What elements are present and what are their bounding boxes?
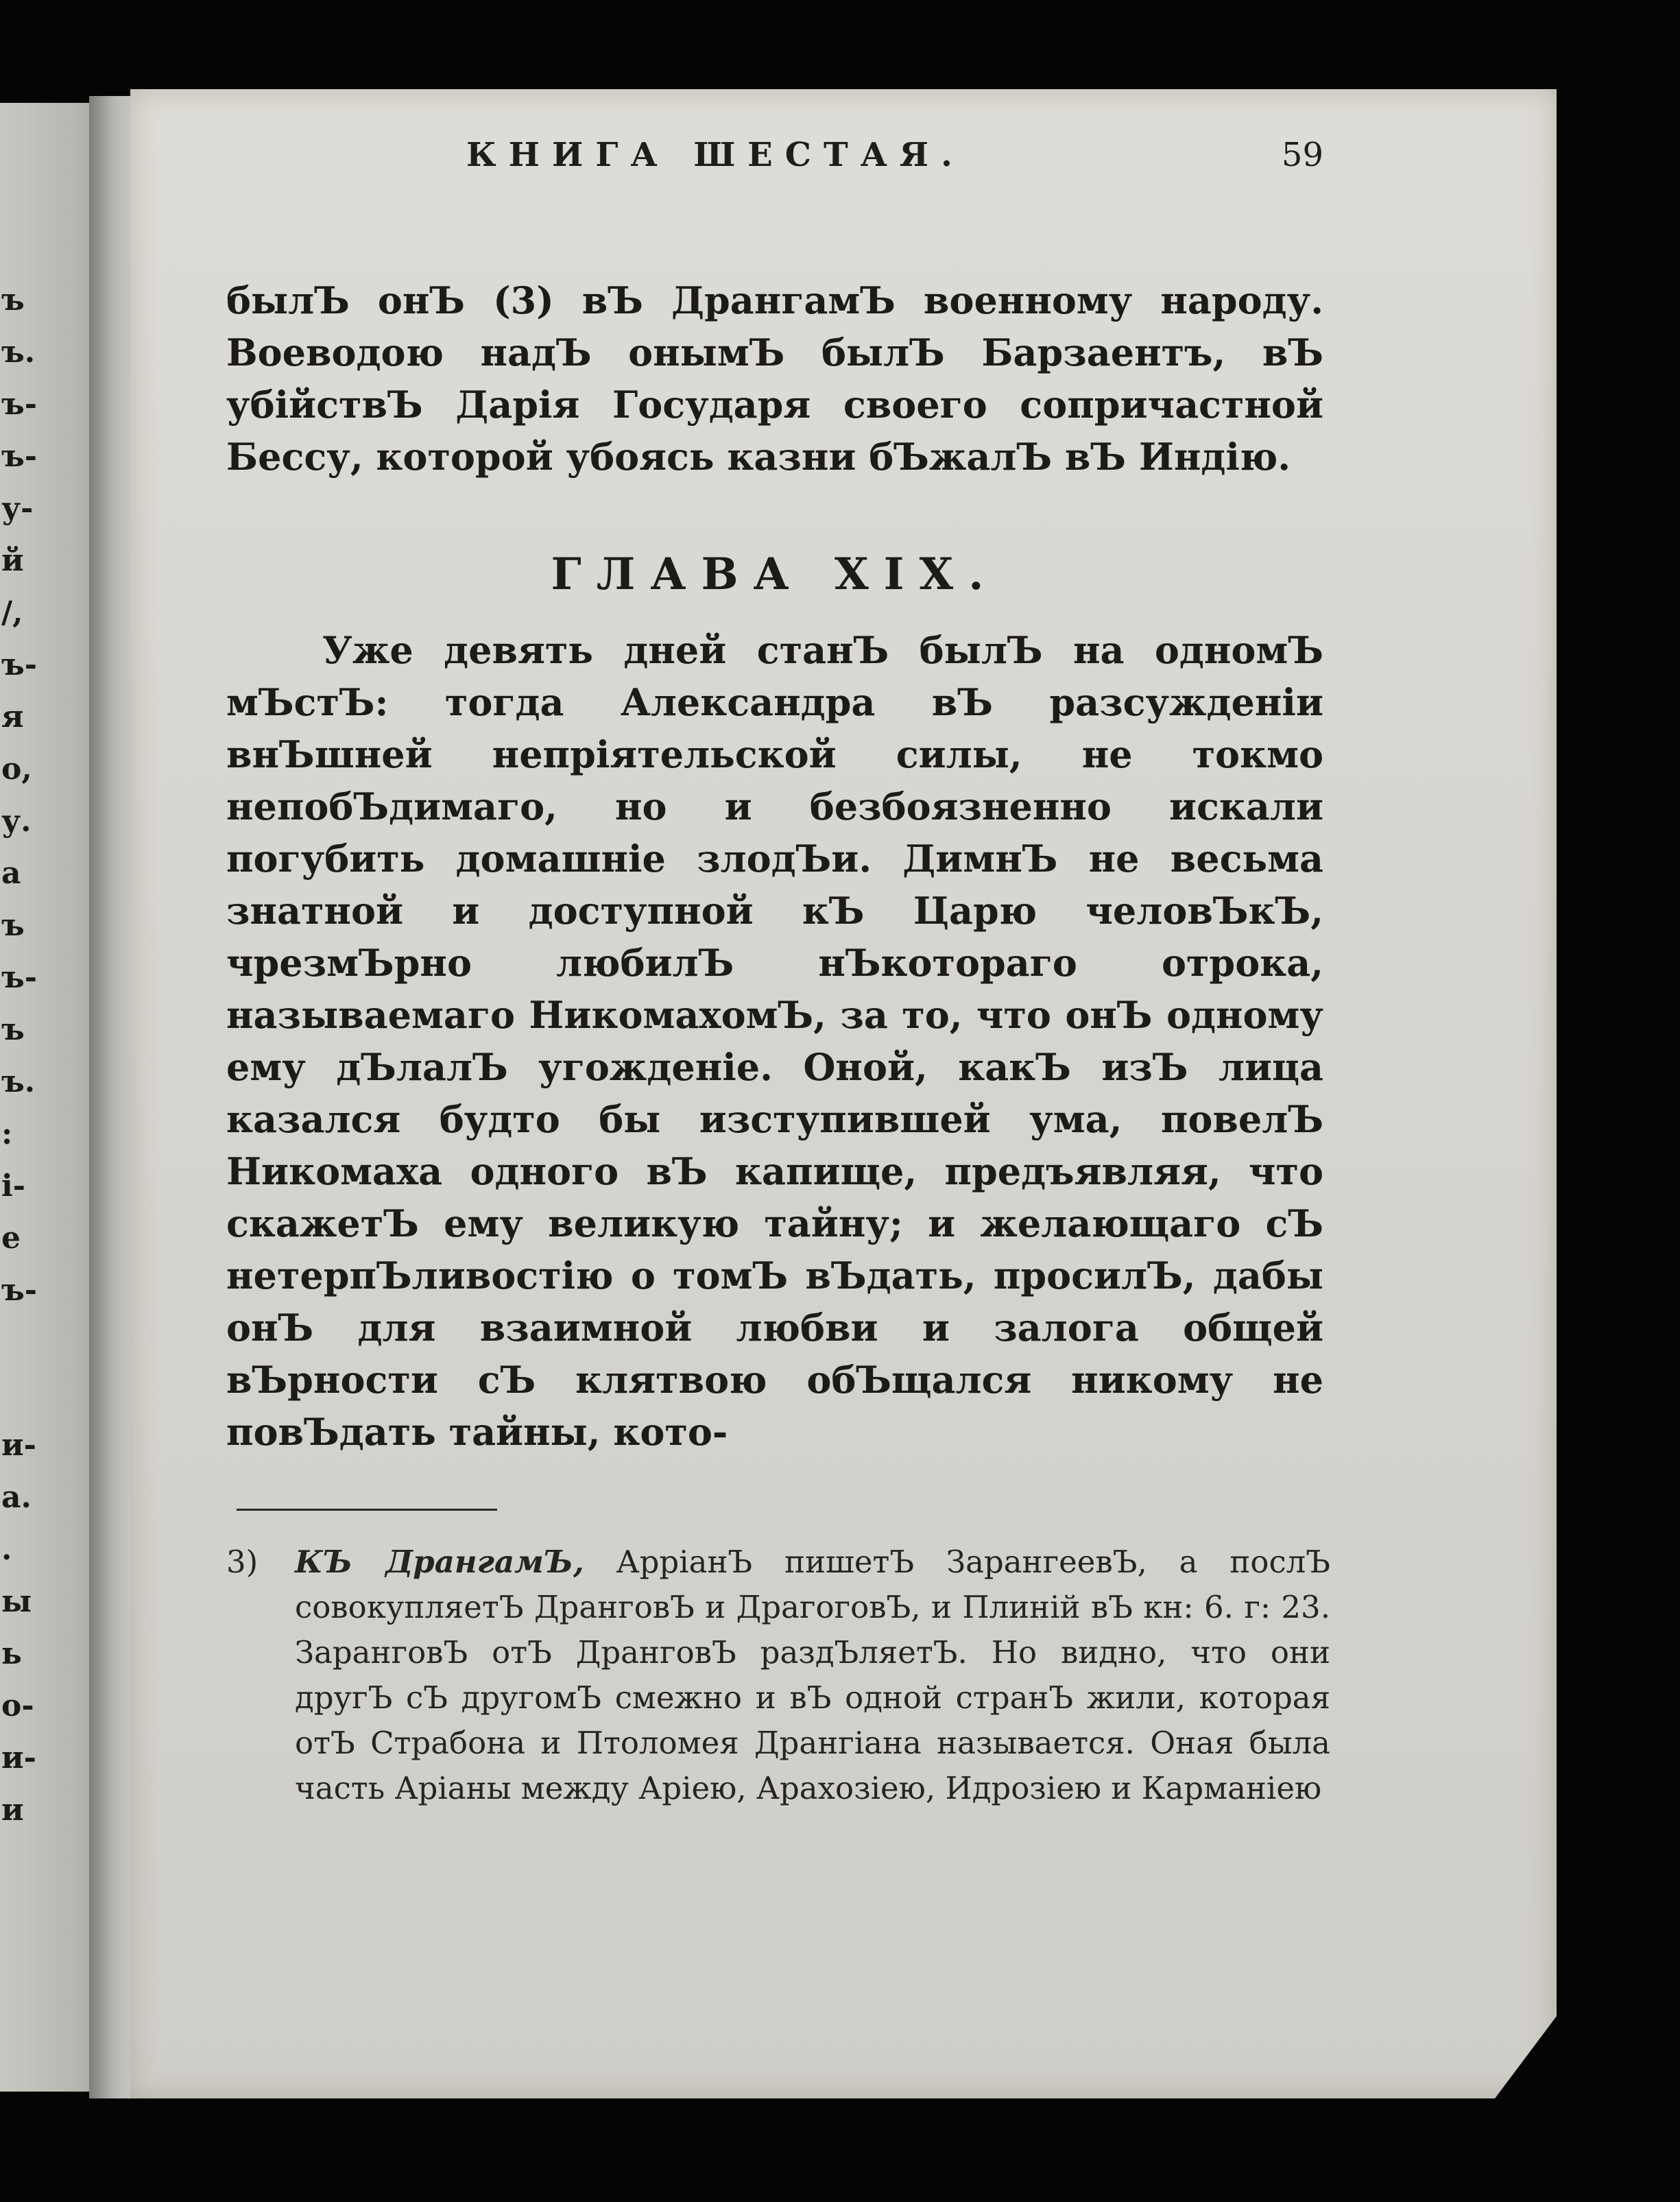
left-page-letters-lower bbox=[0, 1420, 36, 2092]
left-page-letter: а. bbox=[1, 1480, 32, 1515]
left-page-letter: ъ bbox=[1, 1012, 25, 1047]
left-page-letter: и- bbox=[1, 1740, 36, 1775]
left-page-letter: : bbox=[1, 1116, 13, 1151]
footnote-text: АрріанЪ пишетЪ ЗарангеевЪ, а послЪ совокупляетЪ ДранговЪ и ДрагоговЪ, и Плиній вЪ кн: 6. г: 23. ЗаранговЪ отЪ ДранговЪ раздЪляетЪ. Но видно, что они другЪ сЪ другомЪ смежно и вЪ одной странЪ жили, которая отЪ Страбона и Птоломея Дрангіана называется. Оная была часть Аріаны между Аріею, Арахозіею, Идрозіею и Карманіею bbox=[295, 1544, 1330, 1806]
footnote bbox=[226, 1540, 1330, 1811]
left-page-letter: и- bbox=[1, 1428, 36, 1463]
left-page-letter: ъ- bbox=[1, 960, 38, 995]
worn-corner bbox=[1495, 2016, 1557, 2098]
running-title: КНИГА ШЕСТАЯ. bbox=[466, 136, 965, 174]
left-page-letter: ъ. bbox=[1, 335, 36, 370]
left-page-letter: и bbox=[1, 1793, 24, 1828]
footnote-marker: 3) bbox=[226, 1544, 259, 1580]
page-header bbox=[336, 136, 1323, 191]
opening-paragraph-text: былЪ онЪ (3) вЪ ДрангамЪ военному народу. Воеводою надЪ онымЪ былЪ Барзаентъ, вЪ убійствЪ Дарія Государя своего сопричастной Бессу, которой убоясь казни бЪжалЪ вЪ Индію. bbox=[226, 278, 1323, 479]
footnote-rule bbox=[237, 1509, 497, 1511]
left-page-letter: ъ bbox=[1, 283, 25, 318]
left-page-letter: /, bbox=[1, 595, 23, 630]
footnote-lead: КЪ ДрангамЪ, bbox=[295, 1544, 584, 1580]
page-number: 59 bbox=[1281, 136, 1323, 174]
left-page-letter: ъ- bbox=[1, 387, 38, 422]
left-page-letter: й bbox=[1, 543, 24, 578]
left-page-letter: о, bbox=[1, 752, 32, 787]
left-page-letter: я bbox=[1, 699, 24, 734]
left-page-letter: а bbox=[1, 856, 21, 891]
left-page-letter: ъ bbox=[1, 908, 25, 943]
left-page-letter: ь bbox=[1, 1636, 22, 1671]
left-page-letter: е bbox=[1, 1221, 21, 1256]
left-page-letter: ъ. bbox=[1, 1064, 36, 1099]
left-page-letter: о- bbox=[1, 1688, 34, 1723]
left-page-letter: ъ- bbox=[1, 439, 38, 474]
footnote-body bbox=[295, 1540, 1330, 1811]
chapter-text-content: Уже девять дней станЪ былЪ на одномЪ мЪстЪ: тогда Александра вЪ разсужденіи внЪшней непріятельской силы, не токмо непобЪдимаго, но и безбоязненно искали погубить домашніе злодЪи. ДимнЪ не весьма знатной и доступной кЪ Царю человЪкЪ, чрезмЪрно любилЪ нЪкотораго отрока, называемаго НикомахомЪ, за то, что онЪ одному ему дЪлалЪ угожденіе. Оной, какЪ изЪ лица казался будто бы изступившей ума, повелЪ Никомаха одного вЪ капище, предъявляя, что скажетЪ ему великую тайну; и желающаго сЪ нетерпЪливостію о томЪ вЪдать, просилЪ, дабы онЪ для взаимной любви и залога общей вЪрности сЪ клятвою обЪщался никому не повЪдать тайны, кото- bbox=[226, 628, 1323, 1454]
left-page-letter: у. bbox=[1, 804, 32, 839]
left-page-letter: ъ- bbox=[1, 647, 38, 682]
left-page-letter: у- bbox=[1, 491, 34, 526]
left-page-letter: . bbox=[1, 1532, 12, 1567]
opening-paragraph bbox=[226, 274, 1323, 483]
left-page-letter: і- bbox=[1, 1169, 25, 1204]
chapter-heading: ГЛАВА XIX. bbox=[551, 549, 999, 600]
left-page-letter: ы bbox=[1, 1584, 32, 1619]
left-page-letter: ъ- bbox=[1, 1273, 38, 1308]
chapter-text bbox=[226, 624, 1323, 1458]
